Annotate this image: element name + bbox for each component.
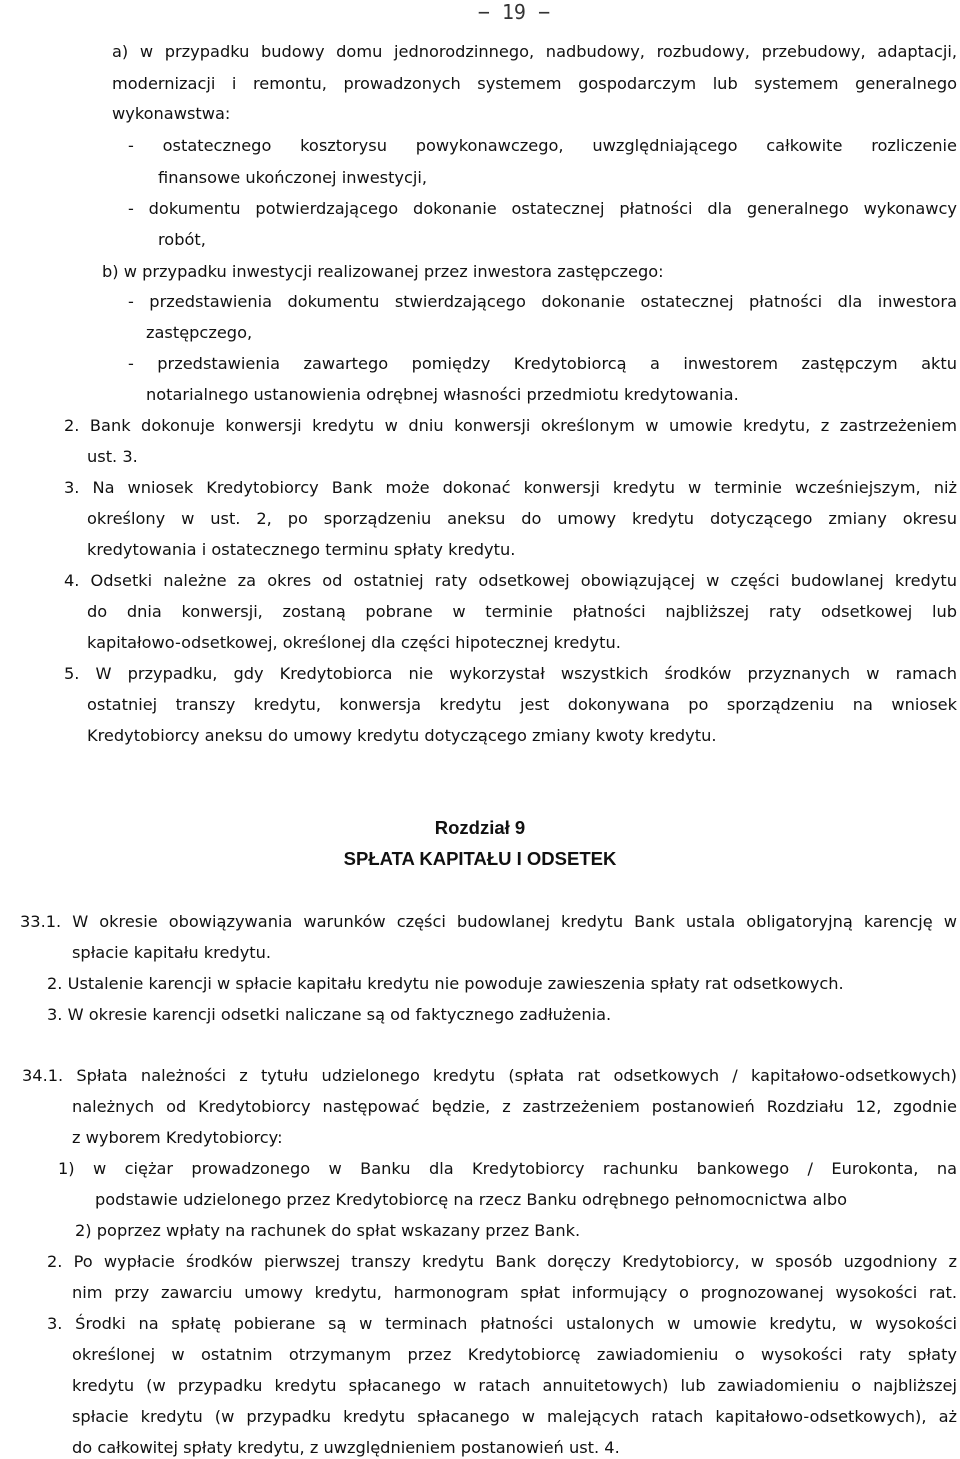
s34-line-8: nim przy zawarciu umowy kredytu, harmonogram spłat informujący o prognozowanej wysokości rat. bbox=[72, 1283, 957, 1302]
s34-line-12: spłacie kredytu (w przypadku kredytu spłacanego w malejących ratach kapitałowo-odsetkowych), aż bbox=[72, 1407, 957, 1426]
item-4-line-3: kapitałowo-odsetkowej, określonej dla części hipotecznej kredytu. bbox=[87, 633, 621, 652]
section-b-line-3: zastępczego, bbox=[146, 323, 253, 342]
section-a-line-3: wykonawstwa: bbox=[112, 104, 231, 123]
section-a-line-1: a) w przypadku budowy domu jednorodzinnego, nadbudowy, rozbudowy, przebudowy, adaptacji, bbox=[112, 42, 957, 61]
item-5-line-1: 5. W przypadku, gdy Kredytobiorca nie wykorzystał wszystkich środków przyznanych w ramach bbox=[64, 664, 957, 683]
s34-line-10: określonej w ostatnim otrzymanym przez Kredytobiorcę zawiadomieniu o wysokości raty spłaty bbox=[72, 1345, 957, 1364]
s34-line-6: 2) poprzez wpłaty na rachunek do spłat wskazany przez Bank. bbox=[75, 1221, 581, 1240]
item-4-line-1: 4. Odsetki należne za okres od ostatniej raty odsetkowej obowiązującej w części budowlanej kredytu bbox=[64, 571, 957, 590]
s34-line-7: 2. Po wypłacie środków pierwszej transzy kredytu Bank doręczy Kredytobiorcy, w sposób uzgodniony z bbox=[47, 1252, 957, 1271]
item-3-line-2: określony w ust. 2, po sporządzeniu aneksu do umowy kredytu dotyczącego zmiany okresu bbox=[87, 509, 957, 528]
chapter-subtitle: SPŁATA KAPITAŁU I ODSETEK bbox=[343, 848, 617, 869]
item-4-line-2: do dnia konwersji, zostaną pobrane w terminie płatności najbliższej raty odsetkowej lub bbox=[87, 602, 957, 621]
item-5-line-2: ostatniej transzy kredytu, konwersja kredytu jest dokonywana po sporządzeniu na wniosek bbox=[87, 695, 957, 714]
s34-line-3: z wyborem Kredytobiorcy: bbox=[72, 1128, 283, 1147]
item-3-line-1: 3. Na wniosek Kredytobiorcy Bank może dokonać konwersji kredytu w terminie wcześniejszym, niż bbox=[64, 478, 957, 497]
s34-line-11: kredytu (w przypadku kredytu spłacanego w ratach annuitetowych) lub zawiadomieniu o najbliższej bbox=[72, 1376, 957, 1395]
s34-line-1: 34.1. Spłata należności z tytułu udzielonego kredytu (spłata rat odsetkowych / kapitałowo-odsetkowych) bbox=[22, 1066, 957, 1085]
s34-line-4: 1) w ciężar prowadzonego w Banku dla Kredytobiorcy rachunku bankowego / Eurokonta, na bbox=[58, 1159, 957, 1178]
item-5-line-3: Kredytobiorcy aneksu do umowy kredytu dotyczącego zmiany kwoty kredytu. bbox=[87, 726, 717, 745]
section-a-line-4: - ostatecznego kosztorysu powykonawczego, uwzględniającego całkowite rozliczenie bbox=[128, 136, 957, 155]
item-2-line-1: 2. Bank dokonuje konwersji kredytu w dniu konwersji określonym w umowie kredytu, z zastrzeżeniem bbox=[64, 416, 957, 435]
item-2-line-2: ust. 3. bbox=[87, 447, 138, 466]
s33-line-1: 33.1. W okresie obowiązywania warunków części budowlanej kredytu Bank ustala obligatoryjną karencję w bbox=[20, 912, 957, 931]
s33-line-3: 2. Ustalenie karencji w spłacie kapitału kredytu nie powoduje zawieszenia spłaty rat odsetkowych. bbox=[47, 974, 844, 993]
s34-line-2: należnych od Kredytobiorcy następować będzie, z zastrzeżeniem postanowień Rozdziału 12, zgodnie bbox=[72, 1097, 957, 1116]
item-3-line-3: kredytowania i ostatecznego terminu spłaty kredytu. bbox=[87, 540, 516, 559]
s34-line-9: 3. Środki na spłatę pobierane są w terminach płatności ustalonych w umowie kredytu, w wysokości bbox=[47, 1314, 957, 1333]
section-a-line-2: modernizacji i remontu, prowadzonych systemem gospodarczym lub systemem generalnego bbox=[112, 74, 957, 93]
section-a-line-7: robót, bbox=[158, 230, 206, 249]
section-b-line-2: - przedstawienia dokumentu stwierdzającego dokonanie ostatecznej płatności dla inwestora bbox=[128, 292, 957, 311]
section-b-line-1: b) w przypadku inwestycji realizowanej przez inwestora zastępczego: bbox=[102, 262, 664, 281]
s33-line-2: spłacie kapitału kredytu. bbox=[72, 943, 272, 962]
s34-line-13: do całkowitej spłaty kredytu, z uwzględnieniem postanowień ust. 4. bbox=[72, 1438, 620, 1457]
section-b-line-5: notarialnego ustanowienia odrębnej własności przedmiotu kredytowania. bbox=[146, 385, 739, 404]
section-a-line-5: finansowe ukończonej inwestycji, bbox=[158, 168, 428, 187]
section-b-line-4: - przedstawienia zawartego pomiędzy Kredytobiorcą a inwestorem zastępczym aktu bbox=[128, 354, 957, 373]
section-a-line-6: - dokumentu potwierdzającego dokonanie ostatecznej płatności dla generalnego wykonawcy bbox=[128, 199, 957, 218]
chapter-title: Rozdział 9 bbox=[434, 817, 526, 838]
page-number: − 19 − bbox=[477, 0, 550, 24]
s34-line-5: podstawie udzielonego przez Kredytobiorcę na rzecz Banku odrębnego pełnomocnictwa albo bbox=[95, 1190, 848, 1209]
s33-line-4: 3. W okresie karencji odsetki naliczane są od faktycznego zadłużenia. bbox=[47, 1005, 612, 1024]
